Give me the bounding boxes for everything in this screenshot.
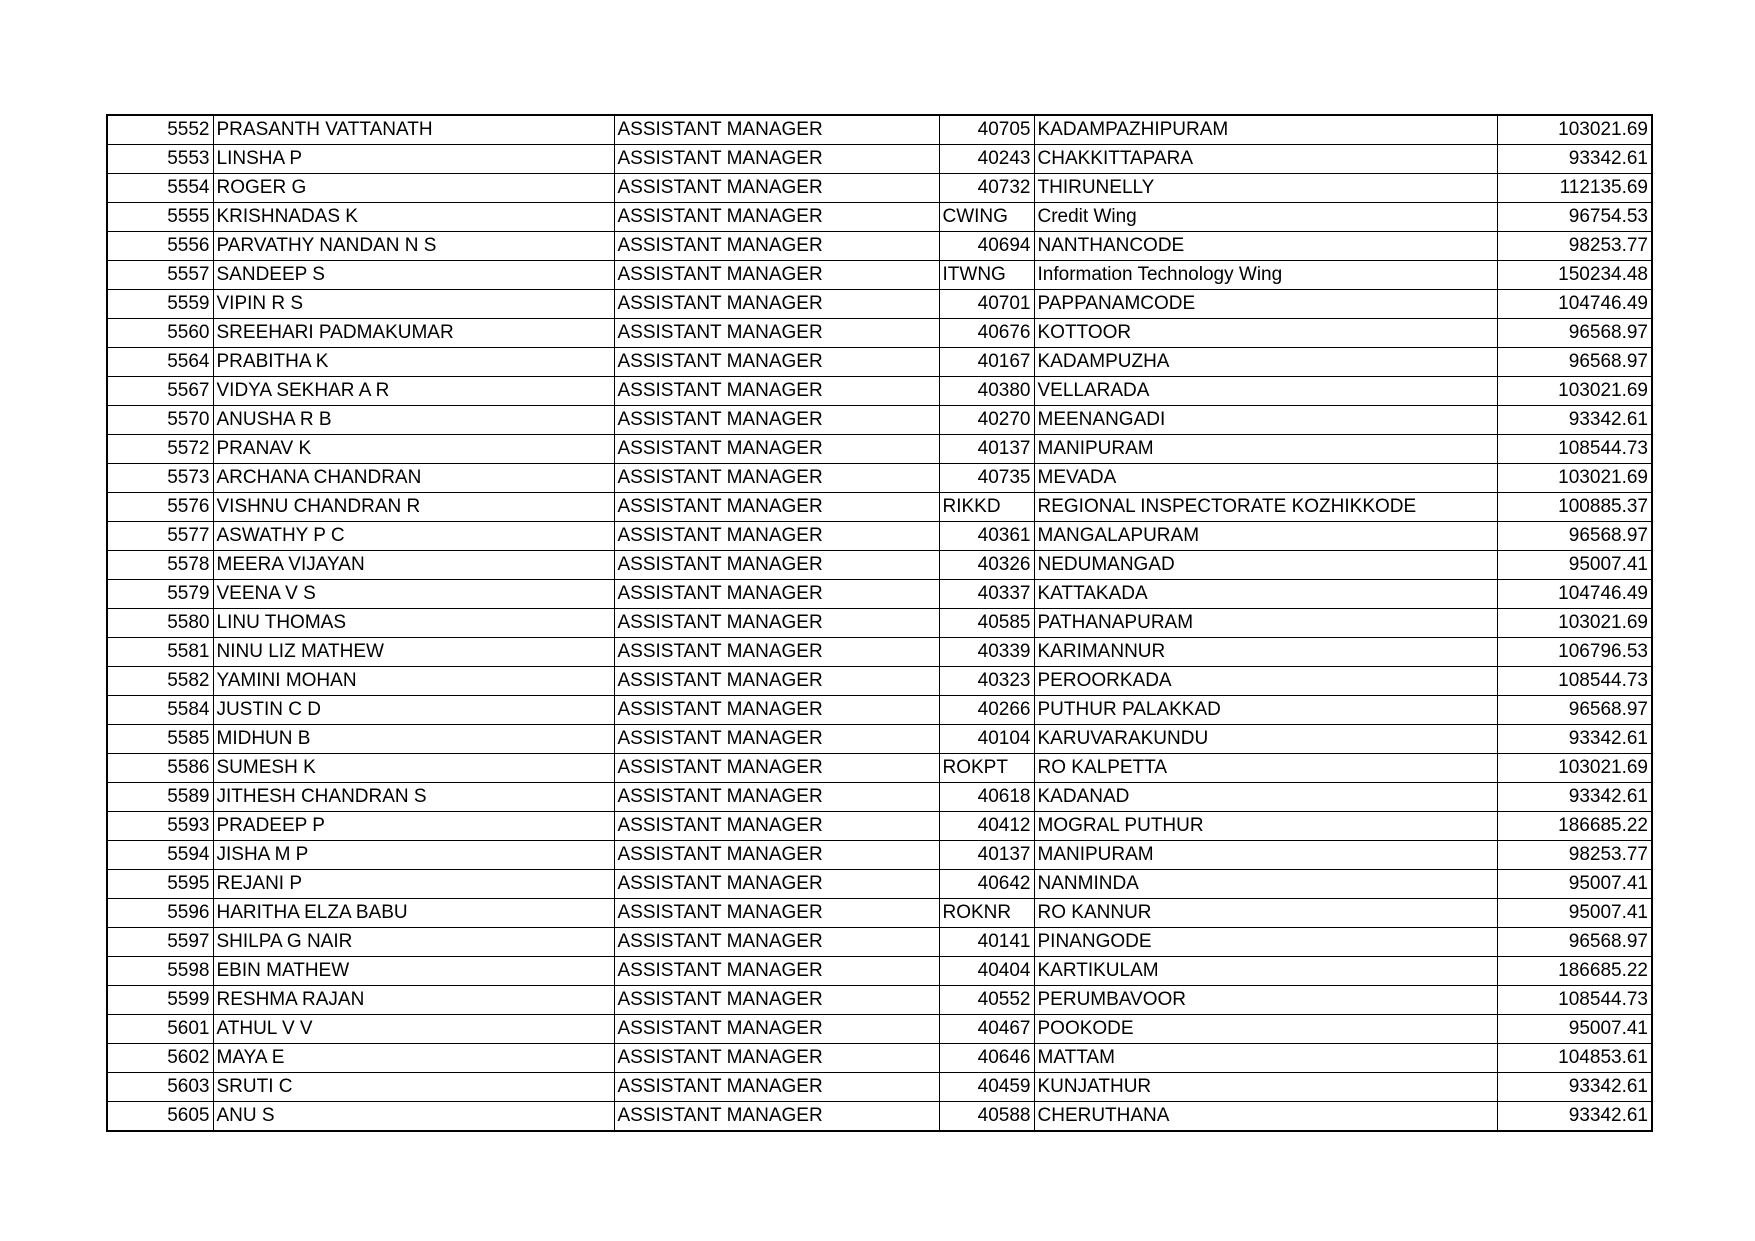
table-row: [107, 174, 1652, 203]
designation-cell: ASSISTANT MANAGER: [614, 493, 939, 522]
amount-cell: 106796.53: [1497, 638, 1652, 667]
branch-name-cell: THIRUNELLY: [1034, 174, 1497, 203]
branch-name-cell: KARUVARAKUNDU: [1034, 725, 1497, 754]
designation-cell: ASSISTANT MANAGER: [614, 609, 939, 638]
table-row: [107, 580, 1652, 609]
table-row: [107, 899, 1652, 928]
emp-id-cell: 5594: [107, 841, 213, 870]
designation-cell: ASSISTANT MANAGER: [614, 725, 939, 754]
emp-id-cell: 5576: [107, 493, 213, 522]
emp-id-cell: 5598: [107, 957, 213, 986]
emp-id-cell: 5577: [107, 522, 213, 551]
name-cell: ROGER G: [213, 174, 614, 203]
name-cell: PARVATHY NANDAN N S: [213, 232, 614, 261]
amount-cell: 104746.49: [1497, 290, 1652, 319]
branch-code-cell: 40141: [939, 928, 1034, 957]
emp-id-cell: 5584: [107, 696, 213, 725]
amount-cell: 98253.77: [1497, 841, 1652, 870]
branch-name-cell: RO KALPETTA: [1034, 754, 1497, 783]
name-cell: JUSTIN C D: [213, 696, 614, 725]
table-row: [107, 261, 1652, 290]
amount-cell: 108544.73: [1497, 435, 1652, 464]
branch-name-cell: MANGALAPURAM: [1034, 522, 1497, 551]
table-row: [107, 667, 1652, 696]
table-row: [107, 638, 1652, 667]
table-body: [107, 115, 1652, 1131]
name-cell: SUMESH K: [213, 754, 614, 783]
designation-cell: ASSISTANT MANAGER: [614, 551, 939, 580]
designation-cell: ASSISTANT MANAGER: [614, 957, 939, 986]
emp-id-cell: 5589: [107, 783, 213, 812]
amount-cell: 93342.61: [1497, 783, 1652, 812]
branch-code-cell: 40361: [939, 522, 1034, 551]
table-row: [107, 319, 1652, 348]
branch-code-cell: 40552: [939, 986, 1034, 1015]
branch-code-cell: 40380: [939, 377, 1034, 406]
branch-code-cell: 40646: [939, 1044, 1034, 1073]
designation-cell: ASSISTANT MANAGER: [614, 899, 939, 928]
designation-cell: ASSISTANT MANAGER: [614, 841, 939, 870]
branch-name-cell: NANTHANCODE: [1034, 232, 1497, 261]
amount-cell: 103021.69: [1497, 115, 1652, 145]
name-cell: SHILPA G NAIR: [213, 928, 614, 957]
name-cell: KRISHNADAS K: [213, 203, 614, 232]
branch-code-cell: 40676: [939, 319, 1034, 348]
branch-code-cell: 40167: [939, 348, 1034, 377]
emp-id-cell: 5593: [107, 812, 213, 841]
designation-cell: ASSISTANT MANAGER: [614, 667, 939, 696]
emp-id-cell: 5559: [107, 290, 213, 319]
name-cell: MEERA VIJAYAN: [213, 551, 614, 580]
designation-cell: ASSISTANT MANAGER: [614, 1102, 939, 1132]
amount-cell: 95007.41: [1497, 551, 1652, 580]
amount-cell: 186685.22: [1497, 957, 1652, 986]
branch-code-cell: 40104: [939, 725, 1034, 754]
amount-cell: 108544.73: [1497, 667, 1652, 696]
amount-cell: 93342.61: [1497, 145, 1652, 174]
name-cell: JISHA M P: [213, 841, 614, 870]
branch-name-cell: MATTAM: [1034, 1044, 1497, 1073]
branch-name-cell: NEDUMANGAD: [1034, 551, 1497, 580]
branch-name-cell: PATHANAPURAM: [1034, 609, 1497, 638]
emp-id-cell: 5553: [107, 145, 213, 174]
emp-id-cell: 5603: [107, 1073, 213, 1102]
table-row: [107, 841, 1652, 870]
name-cell: HARITHA ELZA BABU: [213, 899, 614, 928]
emp-id-cell: 5605: [107, 1102, 213, 1132]
branch-code-cell: ITWNG: [939, 261, 1034, 290]
designation-cell: ASSISTANT MANAGER: [614, 319, 939, 348]
amount-cell: 93342.61: [1497, 725, 1652, 754]
name-cell: VEENA V S: [213, 580, 614, 609]
designation-cell: ASSISTANT MANAGER: [614, 1015, 939, 1044]
designation-cell: ASSISTANT MANAGER: [614, 522, 939, 551]
amount-cell: 93342.61: [1497, 1073, 1652, 1102]
branch-code-cell: 40467: [939, 1015, 1034, 1044]
branch-code-cell: 40337: [939, 580, 1034, 609]
name-cell: VIDYA SEKHAR A R: [213, 377, 614, 406]
name-cell: ARCHANA CHANDRAN: [213, 464, 614, 493]
emp-id-cell: 5564: [107, 348, 213, 377]
table-row: [107, 1102, 1652, 1132]
table-row: [107, 812, 1652, 841]
branch-name-cell: KADAMPAZHIPURAM: [1034, 115, 1497, 145]
amount-cell: 103021.69: [1497, 609, 1652, 638]
amount-cell: 103021.69: [1497, 377, 1652, 406]
table-row: [107, 522, 1652, 551]
amount-cell: 96754.53: [1497, 203, 1652, 232]
name-cell: LINSHA P: [213, 145, 614, 174]
branch-name-cell: KADAMPUZHA: [1034, 348, 1497, 377]
name-cell: EBIN MATHEW: [213, 957, 614, 986]
designation-cell: ASSISTANT MANAGER: [614, 580, 939, 609]
branch-code-cell: ROKNR: [939, 899, 1034, 928]
branch-name-cell: PINANGODE: [1034, 928, 1497, 957]
designation-cell: ASSISTANT MANAGER: [614, 812, 939, 841]
branch-name-cell: NANMINDA: [1034, 870, 1497, 899]
amount-cell: 96568.97: [1497, 348, 1652, 377]
branch-name-cell: VELLARADA: [1034, 377, 1497, 406]
table-row: [107, 870, 1652, 899]
table-row: [107, 1073, 1652, 1102]
branch-name-cell: PUTHUR PALAKKAD: [1034, 696, 1497, 725]
designation-cell: ASSISTANT MANAGER: [614, 435, 939, 464]
table-row: [107, 725, 1652, 754]
table-row: [107, 464, 1652, 493]
branch-name-cell: KUNJATHUR: [1034, 1073, 1497, 1102]
table-row: [107, 115, 1652, 145]
emp-id-cell: 5599: [107, 986, 213, 1015]
table-row: [107, 1015, 1652, 1044]
branch-code-cell: 40701: [939, 290, 1034, 319]
table-row: [107, 203, 1652, 232]
table-row: [107, 957, 1652, 986]
amount-cell: 112135.69: [1497, 174, 1652, 203]
designation-cell: ASSISTANT MANAGER: [614, 638, 939, 667]
branch-name-cell: CHERUTHANA: [1034, 1102, 1497, 1132]
amount-cell: 95007.41: [1497, 899, 1652, 928]
amount-cell: 95007.41: [1497, 870, 1652, 899]
designation-cell: ASSISTANT MANAGER: [614, 928, 939, 957]
amount-cell: 95007.41: [1497, 1015, 1652, 1044]
branch-name-cell: PERUMBAVOOR: [1034, 986, 1497, 1015]
amount-cell: 93342.61: [1497, 406, 1652, 435]
name-cell: PRANAV K: [213, 435, 614, 464]
name-cell: ANU S: [213, 1102, 614, 1132]
amount-cell: 93342.61: [1497, 1102, 1652, 1132]
table-row: [107, 783, 1652, 812]
table-row: [107, 493, 1652, 522]
branch-code-cell: 40735: [939, 464, 1034, 493]
amount-cell: 104746.49: [1497, 580, 1652, 609]
emp-id-cell: 5578: [107, 551, 213, 580]
emp-id-cell: 5570: [107, 406, 213, 435]
designation-cell: ASSISTANT MANAGER: [614, 986, 939, 1015]
name-cell: REJANI P: [213, 870, 614, 899]
emp-id-cell: 5567: [107, 377, 213, 406]
branch-name-cell: CHAKKITTAPARA: [1034, 145, 1497, 174]
table-row: [107, 754, 1652, 783]
branch-code-cell: 40266: [939, 696, 1034, 725]
emp-id-cell: 5585: [107, 725, 213, 754]
name-cell: ANUSHA R B: [213, 406, 614, 435]
branch-name-cell: PEROORKADA: [1034, 667, 1497, 696]
name-cell: YAMINI MOHAN: [213, 667, 614, 696]
name-cell: MAYA E: [213, 1044, 614, 1073]
emp-id-cell: 5582: [107, 667, 213, 696]
emp-id-cell: 5554: [107, 174, 213, 203]
name-cell: SANDEEP S: [213, 261, 614, 290]
branch-name-cell: MOGRAL PUTHUR: [1034, 812, 1497, 841]
emp-id-cell: 5560: [107, 319, 213, 348]
table-row: [107, 928, 1652, 957]
amount-cell: 150234.48: [1497, 261, 1652, 290]
branch-name-cell: KARTIKULAM: [1034, 957, 1497, 986]
designation-cell: ASSISTANT MANAGER: [614, 1044, 939, 1073]
branch-code-cell: 40732: [939, 174, 1034, 203]
amount-cell: 103021.69: [1497, 754, 1652, 783]
branch-name-cell: Credit Wing: [1034, 203, 1497, 232]
emp-id-cell: 5581: [107, 638, 213, 667]
branch-code-cell: 40137: [939, 435, 1034, 464]
branch-name-cell: MANIPURAM: [1034, 435, 1497, 464]
amount-cell: 104853.61: [1497, 1044, 1652, 1073]
emp-id-cell: 5586: [107, 754, 213, 783]
emp-id-cell: 5556: [107, 232, 213, 261]
branch-code-cell: 40323: [939, 667, 1034, 696]
branch-code-cell: 40618: [939, 783, 1034, 812]
designation-cell: ASSISTANT MANAGER: [614, 348, 939, 377]
branch-code-cell: 40694: [939, 232, 1034, 261]
branch-code-cell: CWING: [939, 203, 1034, 232]
name-cell: VIPIN R S: [213, 290, 614, 319]
table-row: [107, 232, 1652, 261]
branch-name-cell: KOTTOOR: [1034, 319, 1497, 348]
branch-name-cell: KATTAKADA: [1034, 580, 1497, 609]
designation-cell: ASSISTANT MANAGER: [614, 174, 939, 203]
table-row: [107, 551, 1652, 580]
name-cell: VISHNU CHANDRAN R: [213, 493, 614, 522]
amount-cell: 98253.77: [1497, 232, 1652, 261]
emp-id-cell: 5573: [107, 464, 213, 493]
branch-code-cell: 40326: [939, 551, 1034, 580]
amount-cell: 96568.97: [1497, 696, 1652, 725]
designation-cell: ASSISTANT MANAGER: [614, 406, 939, 435]
name-cell: PRADEEP P: [213, 812, 614, 841]
designation-cell: ASSISTANT MANAGER: [614, 261, 939, 290]
branch-name-cell: MEVADA: [1034, 464, 1497, 493]
emp-id-cell: 5557: [107, 261, 213, 290]
name-cell: ATHUL V V: [213, 1015, 614, 1044]
branch-name-cell: PAPPANAMCODE: [1034, 290, 1497, 319]
amount-cell: 100885.37: [1497, 493, 1652, 522]
amount-cell: 108544.73: [1497, 986, 1652, 1015]
emp-id-cell: 5579: [107, 580, 213, 609]
emp-id-cell: 5552: [107, 115, 213, 145]
branch-code-cell: 40705: [939, 115, 1034, 145]
branch-name-cell: KARIMANNUR: [1034, 638, 1497, 667]
name-cell: SREEHARI PADMAKUMAR: [213, 319, 614, 348]
name-cell: PRASANTH VATTANATH: [213, 115, 614, 145]
amount-cell: 103021.69: [1497, 464, 1652, 493]
designation-cell: ASSISTANT MANAGER: [614, 290, 939, 319]
table-row: [107, 145, 1652, 174]
name-cell: NINU LIZ MATHEW: [213, 638, 614, 667]
table-row: [107, 986, 1652, 1015]
amount-cell: 186685.22: [1497, 812, 1652, 841]
table-row: [107, 435, 1652, 464]
emp-id-cell: 5596: [107, 899, 213, 928]
table-row: [107, 406, 1652, 435]
table-row: [107, 609, 1652, 638]
amount-cell: 96568.97: [1497, 522, 1652, 551]
amount-cell: 96568.97: [1497, 928, 1652, 957]
amount-cell: 96568.97: [1497, 319, 1652, 348]
branch-code-cell: 40404: [939, 957, 1034, 986]
designation-cell: ASSISTANT MANAGER: [614, 783, 939, 812]
branch-name-cell: KADANAD: [1034, 783, 1497, 812]
designation-cell: ASSISTANT MANAGER: [614, 1073, 939, 1102]
branch-code-cell: 40459: [939, 1073, 1034, 1102]
table-row: [107, 377, 1652, 406]
branch-code-cell: 40339: [939, 638, 1034, 667]
emp-id-cell: 5580: [107, 609, 213, 638]
table-row: [107, 696, 1652, 725]
designation-cell: ASSISTANT MANAGER: [614, 203, 939, 232]
branch-code-cell: 40585: [939, 609, 1034, 638]
name-cell: LINU THOMAS: [213, 609, 614, 638]
branch-code-cell: 40642: [939, 870, 1034, 899]
name-cell: MIDHUN B: [213, 725, 614, 754]
branch-name-cell: RO KANNUR: [1034, 899, 1497, 928]
designation-cell: ASSISTANT MANAGER: [614, 464, 939, 493]
name-cell: SRUTI C: [213, 1073, 614, 1102]
name-cell: RESHMA RAJAN: [213, 986, 614, 1015]
branch-code-cell: 40243: [939, 145, 1034, 174]
branch-name-cell: MEENANGADI: [1034, 406, 1497, 435]
name-cell: JITHESH CHANDRAN S: [213, 783, 614, 812]
branch-name-cell: POOKODE: [1034, 1015, 1497, 1044]
branch-code-cell: 40412: [939, 812, 1034, 841]
branch-code-cell: ROKPT: [939, 754, 1034, 783]
designation-cell: ASSISTANT MANAGER: [614, 754, 939, 783]
emp-id-cell: 5601: [107, 1015, 213, 1044]
designation-cell: ASSISTANT MANAGER: [614, 870, 939, 899]
data-table: [106, 114, 1653, 1132]
emp-id-cell: 5597: [107, 928, 213, 957]
emp-id-cell: 5555: [107, 203, 213, 232]
branch-code-cell: 40588: [939, 1102, 1034, 1132]
branch-code-cell: 40270: [939, 406, 1034, 435]
designation-cell: ASSISTANT MANAGER: [614, 232, 939, 261]
table-row: [107, 1044, 1652, 1073]
branch-code-cell: 40137: [939, 841, 1034, 870]
name-cell: ASWATHY P C: [213, 522, 614, 551]
table-row: [107, 290, 1652, 319]
emp-id-cell: 5595: [107, 870, 213, 899]
designation-cell: ASSISTANT MANAGER: [614, 377, 939, 406]
emp-id-cell: 5602: [107, 1044, 213, 1073]
table-row: [107, 348, 1652, 377]
branch-name-cell: Information Technology Wing: [1034, 261, 1497, 290]
designation-cell: ASSISTANT MANAGER: [614, 696, 939, 725]
branch-name-cell: REGIONAL INSPECTORATE KOZHIKKODE: [1034, 493, 1497, 522]
branch-name-cell: MANIPURAM: [1034, 841, 1497, 870]
emp-id-cell: 5572: [107, 435, 213, 464]
name-cell: PRABITHA K: [213, 348, 614, 377]
designation-cell: ASSISTANT MANAGER: [614, 115, 939, 145]
branch-code-cell: RIKKD: [939, 493, 1034, 522]
designation-cell: ASSISTANT MANAGER: [614, 145, 939, 174]
